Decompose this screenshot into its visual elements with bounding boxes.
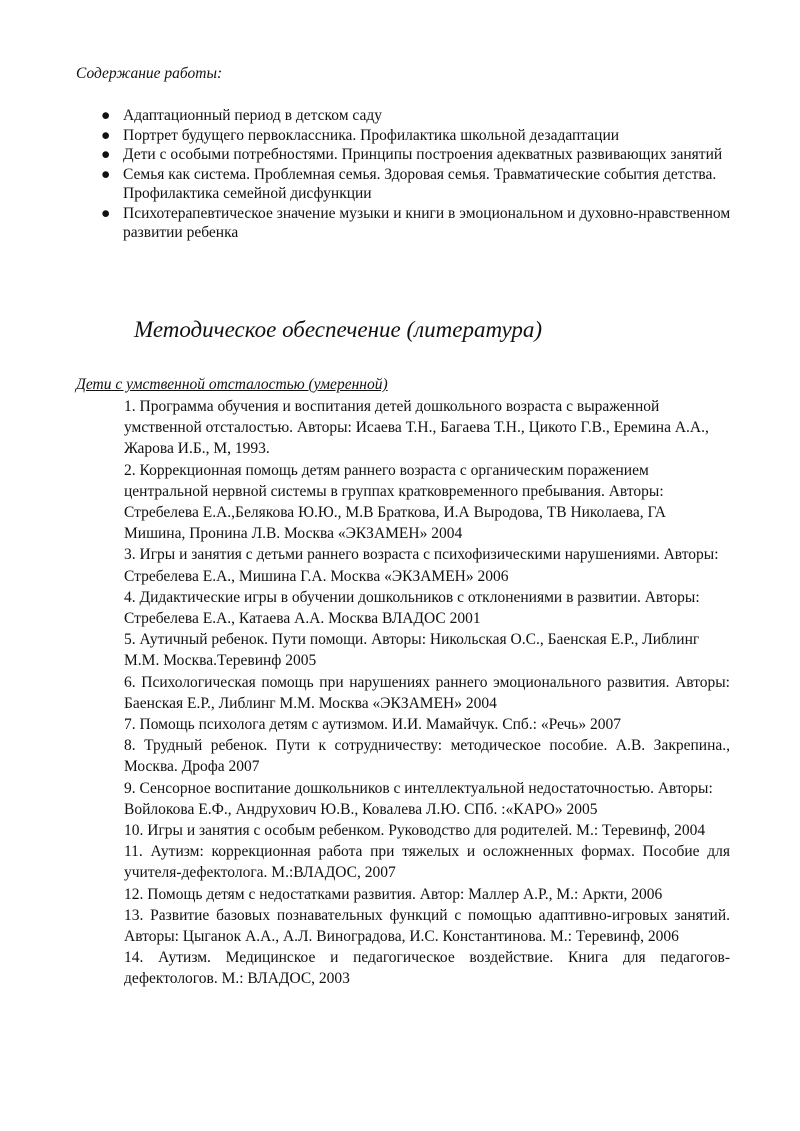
section-title: Содержание работы:	[76, 65, 223, 82]
reference-item: 3. Игры и занятия с детьми раннего возраста с психофизическими нарушениями. Авторы: Стребелева Е.А., Мишина Г.А. Москва «ЭКЗАМЕН» 2006	[124, 546, 719, 585]
reference-item: 1. Программа обучения и воспитания детей дошкольного возраста с выраженной умственной отсталостью. Авторы: Исаева Т.Н., Багаева Т.Н., Цикото Г.В., Еремина А.А., Жарова И.Б., М, 1993.	[124, 398, 709, 458]
subheading: Дети с умственной отсталостью (умеренной)	[76, 376, 388, 393]
reference-item: 14. Аутизм. Медицинское и педагогическое воздействие. Книга для педагогов-дефектологов. М.: ВЛАДОС, 2003	[124, 949, 730, 988]
reference-item: 11. Аутизм: коррекционная работа при тяжелых и осложненных формах. Пособие для учителя-дефектолога. М.:ВЛАДОС, 2007	[124, 843, 730, 882]
list-item-text: Адаптационный период в детском саду	[123, 107, 382, 124]
bullet-icon: ●	[101, 204, 111, 222]
reference-item: 10. Игры и занятия с особым ребенком. Руководство для родителей. М.: Теревинф, 2004	[124, 822, 706, 840]
reference-list	[124, 396, 730, 990]
reference-item: 12. Помощь детям с недостатками развития. Автор: Маллер А.Р., М.: Аркти, 2006	[124, 885, 663, 903]
reference-item: 2. Коррекционная помощь детям раннего возраста с органическим поражением центральной нервной системы в группах кратковременного пребывания. Авторы: Стребелева Е.А.,Белякова Ю.Ю., М.В Браткова, И.А Выродова, ТВ Николаева, ГА Мишина, Пронина Л.В. Москва «ЭКЗАМЕН» 2004	[124, 461, 666, 543]
reference-item: 8. Трудный ребенок. Пути к сотрудничеству: методическое пособие. А.В. Закрепина., Москва. Дрофа 2007	[124, 737, 730, 776]
list-item	[95, 126, 735, 146]
reference-item: 4. Дидактические игры в обучении дошкольников с отклонениями в развитии. Авторы: Стребелева Е.А., Катаева А.А. Москва ВЛАДОС 2001	[124, 588, 700, 628]
bullet-icon: ●	[101, 165, 111, 183]
page-heading: Методическое обеспечение (литература)	[134, 317, 543, 342]
topics-list	[95, 106, 735, 243]
list-item-text: Портрет будущего первоклассника. Профилактика школьной дезадаптации	[123, 126, 620, 144]
list-item-text: Дети с особыми потребностями. Принципы построения адекватных развивающих занятий	[123, 146, 723, 163]
reference-item: 9. Сенсорное воспитание дошкольников с интеллектуальной недостаточностью. Авторы: Войлокова Е.Ф., Андрухович Ю.В., Ковалева Л.Ю. СПб. :«КАРО» 2005	[124, 779, 713, 818]
list-item	[95, 165, 735, 204]
reference-item: 13. Развитие базовых познавательных функций с помощью адаптивно-игровых занятий. Авторы: Цыганок А.А., А.Л. Виноградова, И.С. Константинова. М.: Теревинф, 2006	[124, 906, 730, 946]
list-item	[95, 204, 735, 243]
bullet-icon: ●	[101, 107, 111, 124]
reference-item: 6. Психологическая помощь при нарушениях раннего эмоционального развития. Авторы: Баенская Е.Р., Либлинг М.М. Москва «ЭКЗАМЕН» 2004	[124, 673, 730, 712]
list-item-text: Психотерапевтическое значение музыки и книги в эмоциональном и духовно-нравственном развитии ребенка	[123, 204, 731, 241]
reference-item: 5. Аутичный ребенок. Пути помощи. Авторы: Никольская О.С., Баенская Е.Р., Либлинг М.М. Москва.Теревинф 2005	[124, 631, 700, 670]
list-item	[95, 106, 735, 126]
list-item	[95, 145, 735, 165]
reference-item: 7. Помощь психолога детям с аутизмом. И.И. Мамайчук. Спб.: «Речь» 2007	[124, 716, 621, 734]
list-item-text: Семья как система. Проблемная семья. Здоровая семья. Травматические события детства. Профилактика семейной дисфункции	[123, 165, 717, 202]
bullet-icon: ●	[101, 126, 111, 144]
bullet-icon: ●	[101, 146, 111, 163]
